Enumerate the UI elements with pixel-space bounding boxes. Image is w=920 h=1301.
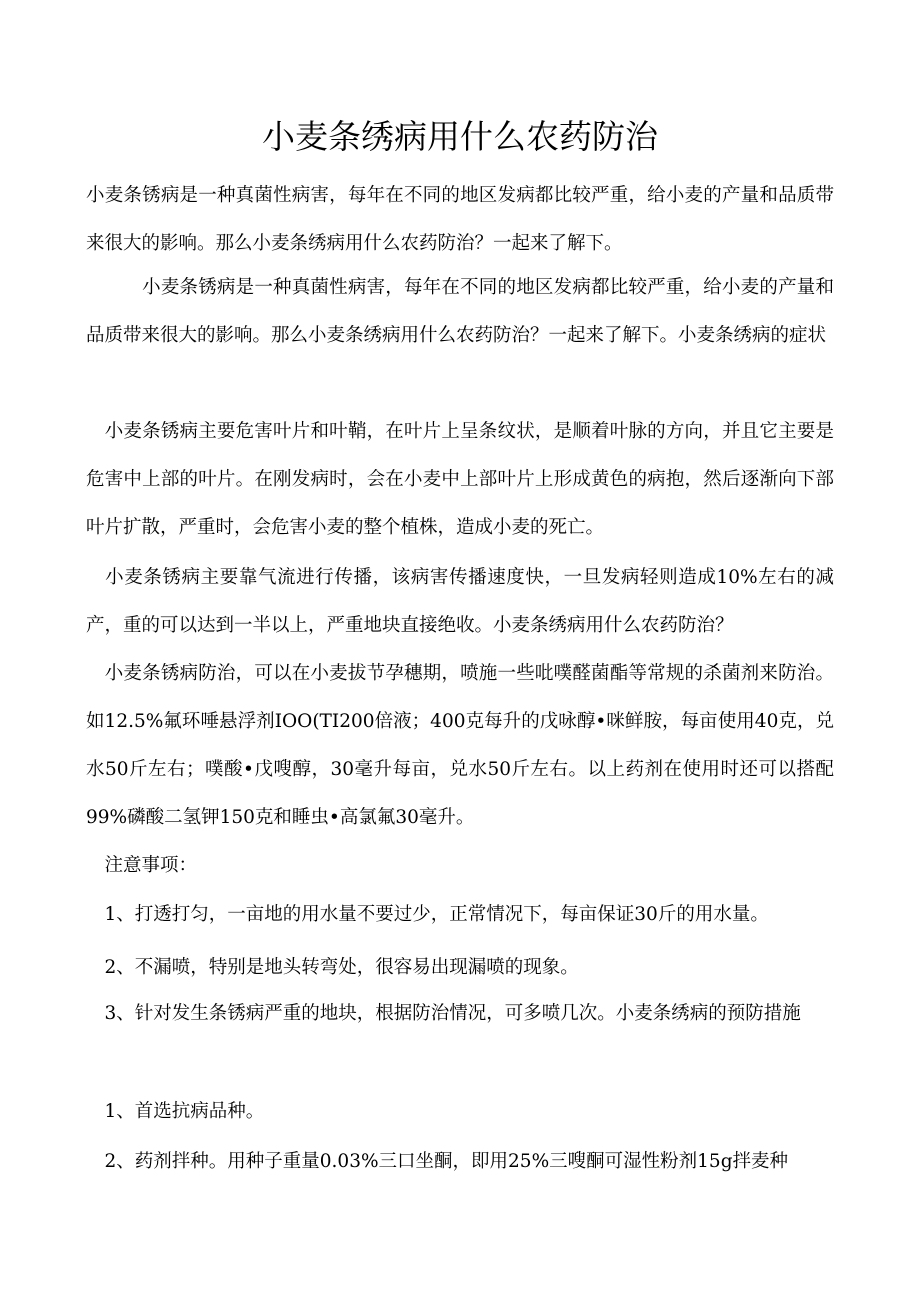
summary-paragraph: 小麦条锈病是一种真菌性病害，每年在不同的地区发病都比较严重，给小麦的产量和品质带来很大的影响。那么小麦条绣病用什么农药防治？一起来了解下。小麦条绣病的症状	[86, 277, 834, 346]
intro-paragraph: 小麦条锈病是一种真菌性病害，每年在不同的地区发病都比较严重，给小麦的产量和品质带来很大的影响。那么小麦条绣病用什么农药防治？一起来了解下。	[86, 185, 834, 254]
treatment-paragraph: 小麦条锈病防治，可以在小麦拔节孕穗期，喷施一些吡噗醛菌酯等常规的杀菌剂来防治。如12.5%氟环唾悬浮剂IOO(TI200倍液；400克每升的戊咏醇•咪鲜胺，每亩使用40克，兑水50斤左右；噗酸•戊嗖醇，30毫升每亩，兑水50斤左右。以上药剂在使用时还可以搭配99%磷酸二氢钾150克和睡虫•高氯氟30毫升。	[86, 663, 834, 828]
prevention-item-1: 1、首选抗病品种。	[86, 1101, 265, 1122]
spread-paragraph: 小麦条锈病主要靠气流进行传播，该病害传播速度快，一旦发病轻则造成10%左右的减产，重的可以达到一半以上，严重地块直接绝收。小麦条绣病用什么农药防治？	[86, 567, 834, 636]
page-title: 小麦条绣病用什么农药防治	[262, 117, 658, 156]
prevention-item-2: 2、药剂拌种。用种子重量0.03%三口坐酮，即用25%三嗖酮可湿性粉剂15g拌麦种	[86, 1151, 789, 1172]
note-item-2: 2、不漏喷，特别是地头转弯处，很容易出现漏喷的现象。	[86, 957, 579, 978]
symptoms-paragraph: 小麦条锈病主要危害叶片和叶鞘，在叶片上呈条纹状，是顺着叶脉的方向，并且它主要是危害中上部的叶片。在刚发病时，会在小麦中上部叶片上形成黄色的病抱，然后逐渐向下部叶片扩散，严重时，会危害小麦的整个植株，造成小麦的死亡。	[86, 421, 834, 538]
note-item-1: 1、打透打匀，一亩地的用水量不要过少，正常情况下，每亩保证30斤的用水量。	[86, 904, 769, 925]
notes-heading: 注意事项：	[86, 855, 198, 876]
note-item-3: 3、针对发生条锈病严重的地块，根据防治情况，可多喷几次。小麦条绣病的预防措施	[86, 1003, 801, 1024]
